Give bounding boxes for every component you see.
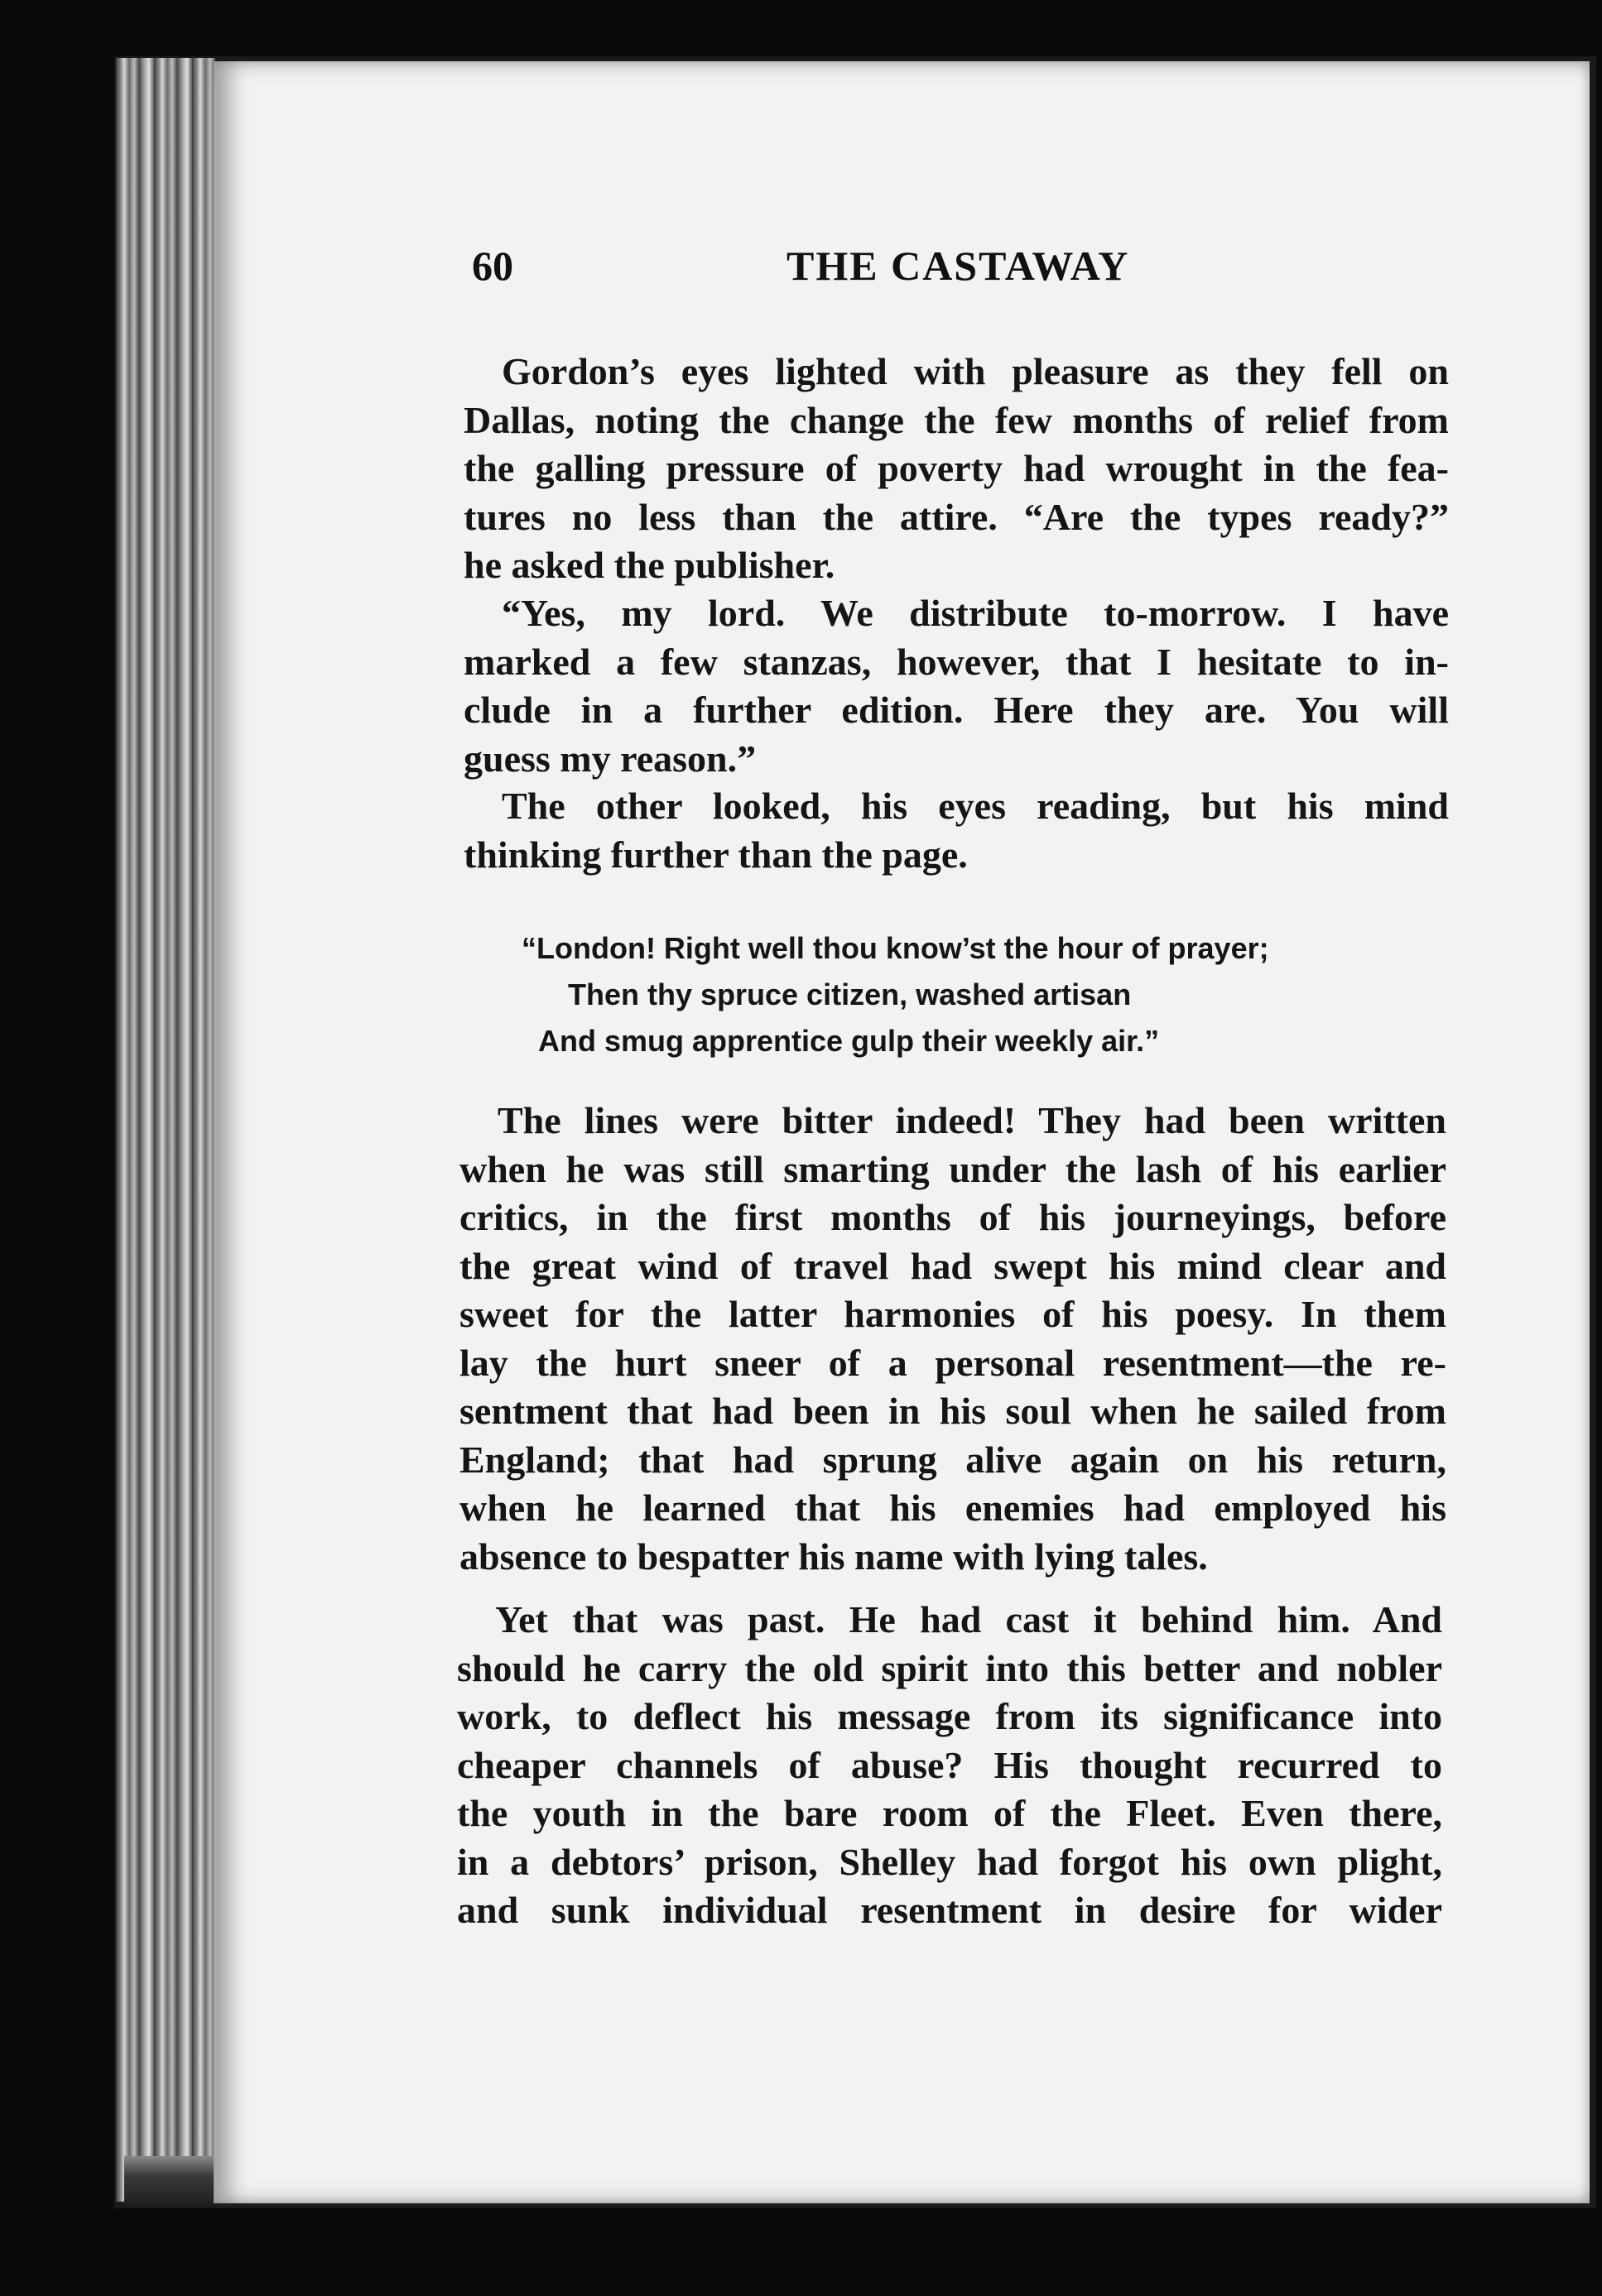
page-header [472,242,1449,300]
paragraph [459,1097,1446,1581]
text-line: when he was still smarting under the lash of his earlier [459,1147,1446,1190]
text-line: and sunk individual resentment in desire for wider [457,1889,1442,1931]
text-line: tures no less than the attire. “Are the types ready?” [464,495,1449,538]
page-number: 60 [472,243,513,289]
text-line: the galling pressure of poverty had wrought in the fea- [464,447,1449,489]
text-line: cheaper channels of abuse? His thought recurred to [457,1743,1442,1786]
text-line: the great wind of travel had swept his mind clear and [459,1244,1446,1287]
text-line: guess my reason.” [464,737,757,780]
text-line: England; that had sprung alive again on his return, [459,1438,1446,1481]
text-line: marked a few stanzas, however, that I hesitate to in- [464,640,1449,683]
text-line: clude in a further edition. Here they are. You will [464,689,1449,731]
text-line: Yet that was past. He had cast it behind him. And [495,1598,1442,1640]
paragraph [464,348,1449,590]
paragraph [464,782,1449,879]
paragraph [464,589,1449,783]
text-line: when he learned that his enemies had employed his [459,1487,1446,1529]
text-line: sweet for the latter harmonies of his poesy. In them [459,1293,1446,1335]
text-line: work, to deflect his message from its significance into [457,1695,1442,1737]
text-line: thinking further than the page. [464,833,968,876]
text-line: critics, in the first months of his journeyings, before [459,1196,1446,1238]
book-spine [116,58,215,2202]
text-line: Dallas, noting the change the few months of relief from [464,398,1449,441]
text-line: “Yes, my lord. We distribute to-morrow. I have [502,592,1449,634]
paragraph [457,1596,1442,1935]
text-line: lay the hurt sneer of a personal resentment—the re- [459,1341,1446,1384]
text-line: The other looked, his eyes reading, but his mind [502,785,1449,827]
text-line: the youth in the bare room of the Fleet. Even there, [457,1792,1442,1834]
text-line: in a debtors’ prison, Shelley had forgot his own plight, [457,1840,1442,1883]
text-line: sentment that had been in his soul when he sailed from [459,1390,1446,1432]
text-line: Gordon’s eyes lighted with pleasure as they fell on [502,350,1449,392]
running-title: THE CASTAWAY [787,243,1130,289]
verse-line: And smug apprentice gulp their weekly air.” [538,1024,1160,1058]
verse-line: “London! Right well thou know’st the hour of prayer; [522,931,1269,965]
text-line: he asked the publisher. [464,544,835,586]
text-line: should he carry the old spirit into this better and nobler [457,1646,1442,1689]
verse-line: Then thy spruce citizen, washed artisan [568,977,1132,1011]
text-line: absence to bespatter his name with lying tales. [459,1535,1208,1578]
verse-quotation [522,925,1449,1064]
text-line: The lines were bitter indeed! They had been written [498,1099,1446,1141]
